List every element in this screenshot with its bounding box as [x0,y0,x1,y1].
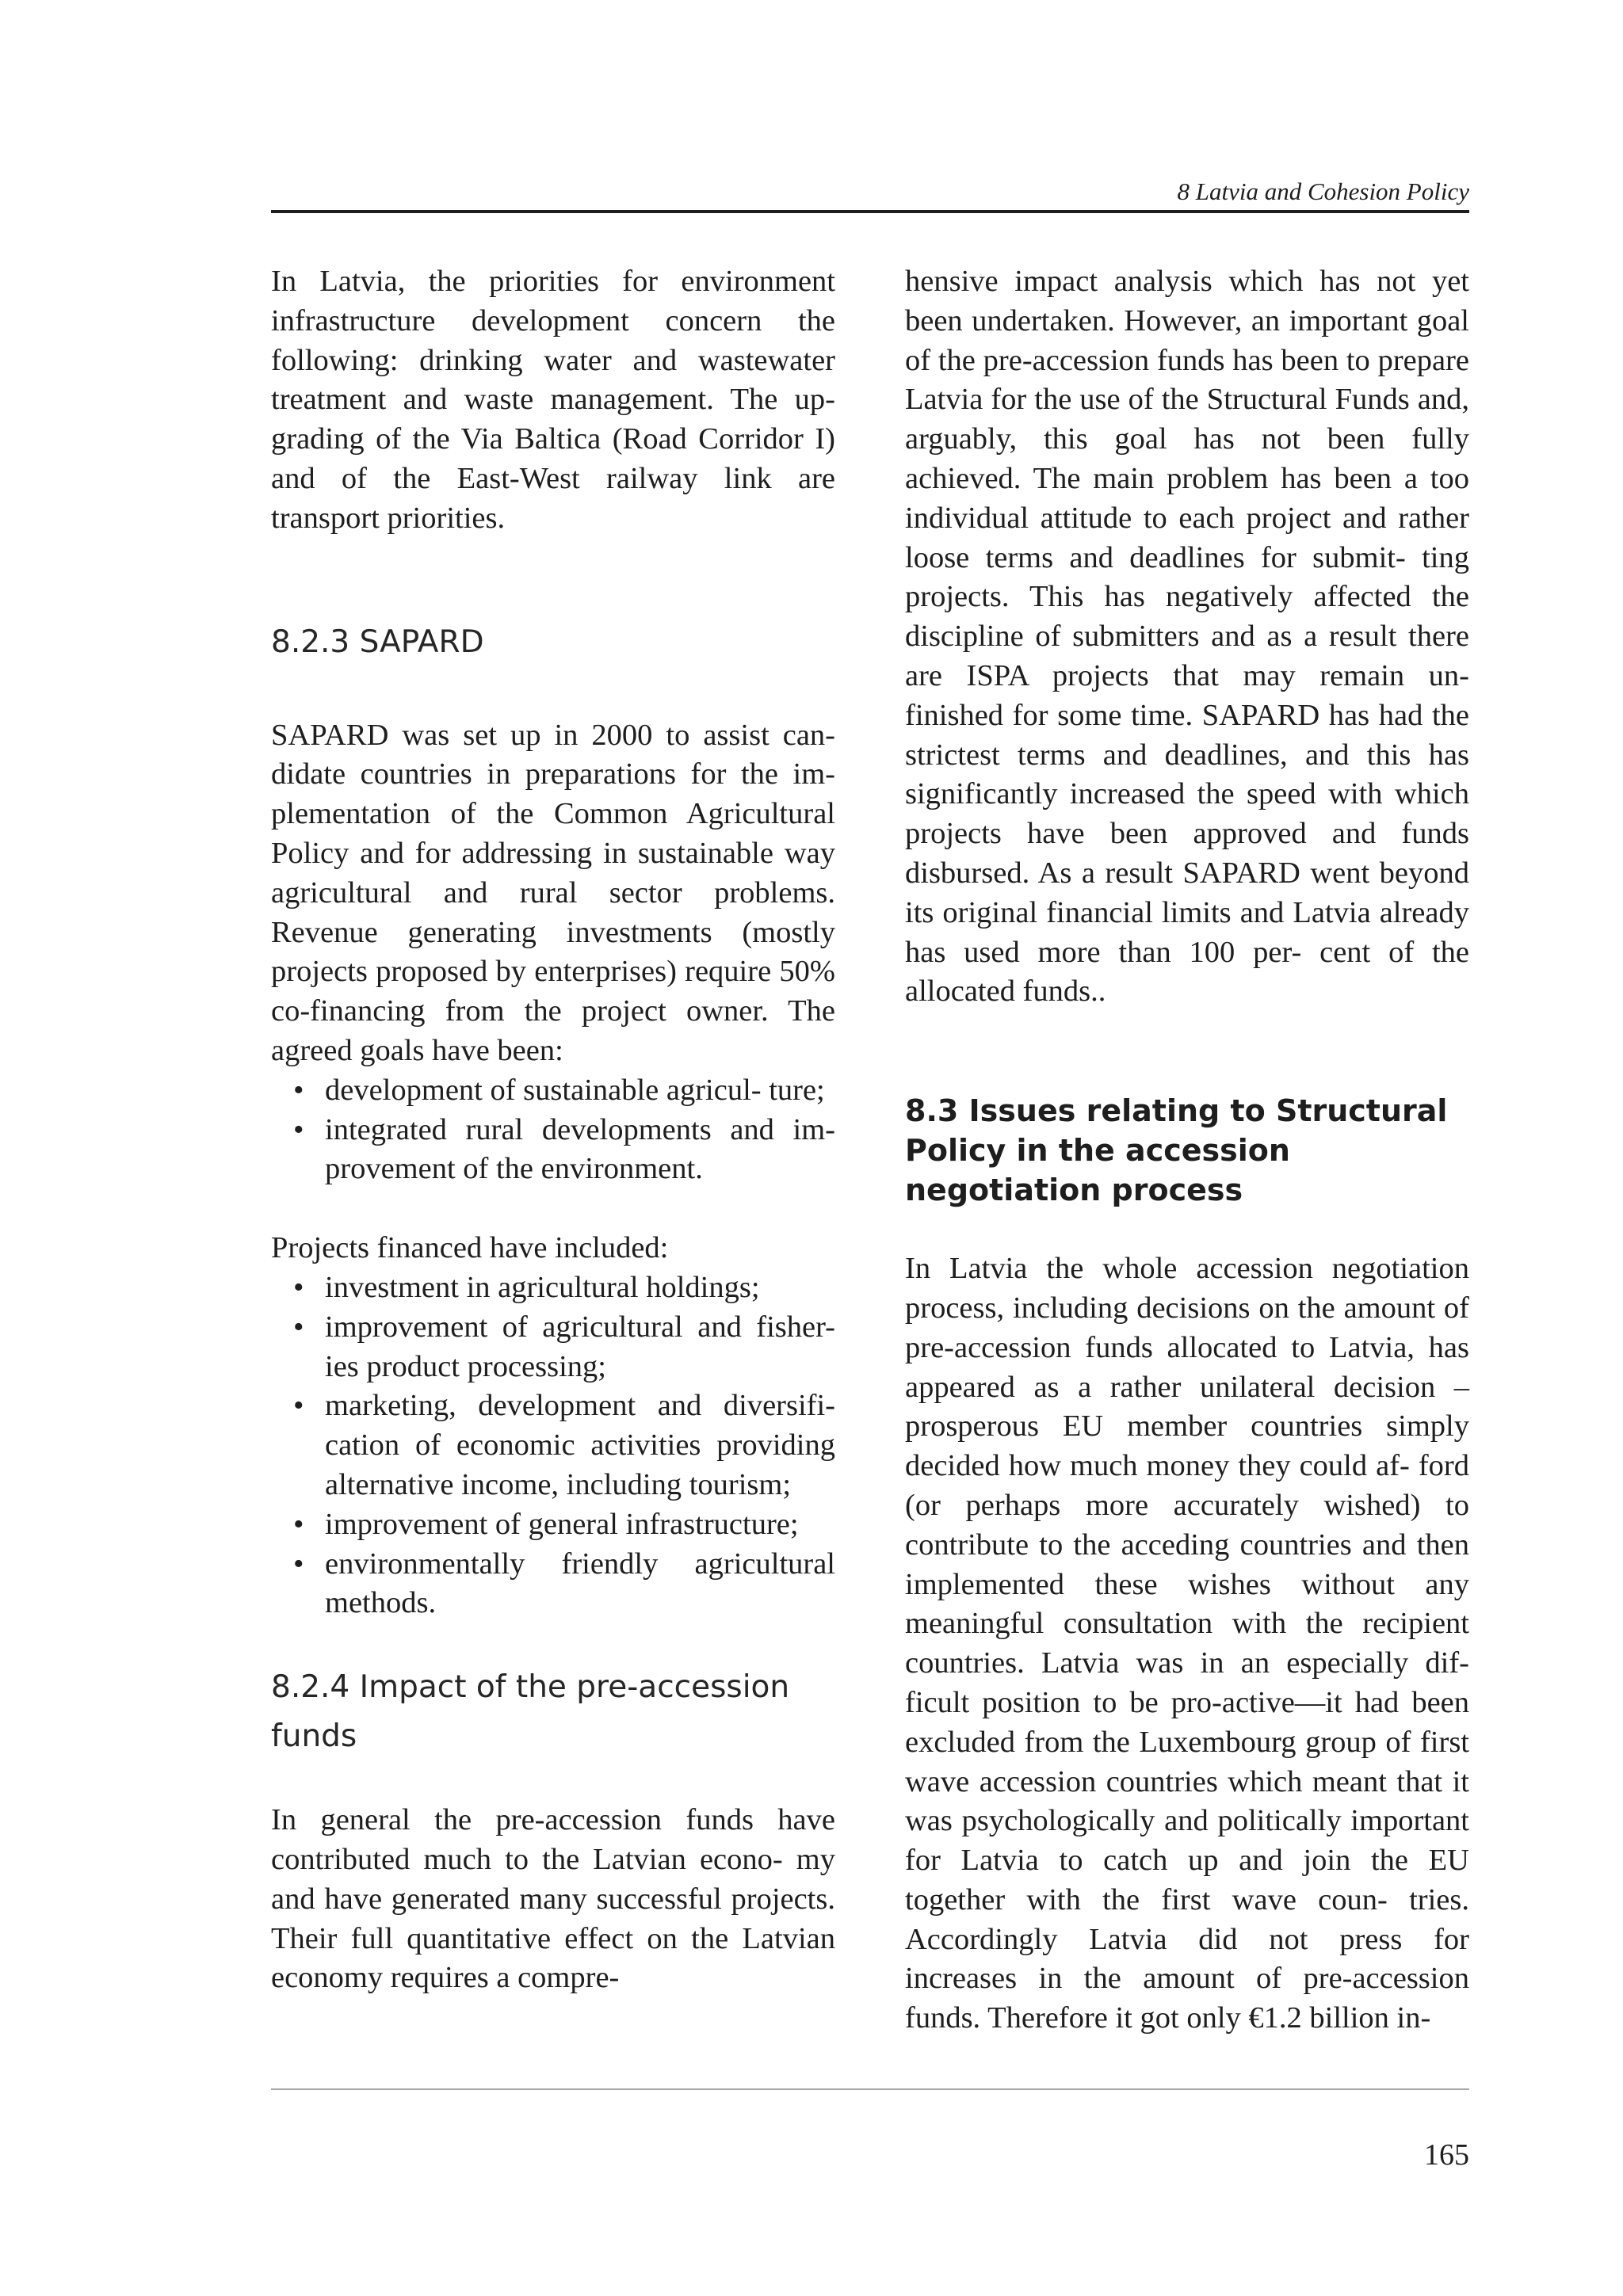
list-item: • improvement of general infrastructure; [325,1505,835,1545]
spacer [271,1189,835,1229]
intro-paragraph: In Latvia, the priorities for environment infrastructure development concern the following: drinking water and wastewater treatment and waste management. The up- grading of the Via Baltica (Road Corridor I) and of the East-West railway link are transport priorities. [271,265,835,535]
footer-rule [271,2088,1469,2090]
spacer [905,1012,1469,1091]
projects-intro: Projects financed have included: [271,1231,669,1265]
spacer [905,1210,1469,1249]
running-head: 8 Latvia and Cohesion Policy [1177,177,1469,205]
spacer [271,1623,835,1663]
header-rule [271,210,1469,213]
page-number: 165 [1424,2138,1469,2172]
list-item: • development of sustainable agricul- ture; [325,1071,835,1111]
spacer [271,1761,835,1801]
continuation-paragraph: hensive impact analysis which has not yet been undertaken. However, an important goal of the pre-accession funds has been to prepare Latvia for the use of the Structural Funds and, arguably, this goal has not been fully achieved. The main problem has been a too individual attitude to each project and rather loose terms and deadlines for submit- ting projects. This has negatively affected the discipline of submitters and as a result there are ISPA projects that may remain un- finished for some time. SAPARD has had the strictest terms and deadlines, and this has significantly increased the speed with which projects have been approved and funds disbursed. As a result SAPARD went beyond its original financial limits and Latvia already has used more than 100 per- cent of the allocated funds.. [905,265,1469,1009]
projects-list [271,1268,835,1623]
left-column [271,262,835,1998]
sapard-goals-list [271,1071,835,1189]
spacer [271,539,835,618]
right-column [905,262,1469,2039]
list-item: • marketing, development and diversifi- cation of economic activities providing alternative income, including tourism; [325,1386,835,1505]
sapard-heading: 8.2.3 SAPARD [271,624,484,660]
list-item: • investment in agricultural holdings; [325,1268,835,1308]
section-paragraph: In Latvia the whole accession negotiation process, including decisions on the amount of pre-accession funds allocated to Latvia, has appeared as a rather unilateral decision – prosperous EU member countries simply decided how much money they could af- ford (or perhaps more accurately wished) to contribute to the acceding countries and then implemented these wishes without any meaningful consultation with the recipient countries. Latvia was in an especially dif- ficult position to be pro-active—it had been excluded from the Luxembourg group of first wave accession countries which meant that it was psychologically and politically important for Latvia to catch up and join the EU together with the first wave coun- tries. Accordingly Latvia did not press for increases in the amount of pre-accession funds. Therefore it got only €1.2 billion in- [905,1252,1469,2035]
spacer [271,667,835,716]
section-heading: 8.3 Issues relating to Structural Policy in the accession negotiation process [905,1093,1448,1208]
sapard-paragraph: SAPARD was set up in 2000 to assist can- didate countries in preparations for the im- plementation of the Common Agricultural Policy and for addressing in sustainable way agricultural and rural sector problems. Revenue generating investments (mostly projects proposed by enterprises) require 50% co-financing from the project owner. The agreed goals have been: [271,718,835,1067]
list-item: • integrated rural developments and im- provement of the environment. [325,1111,835,1190]
list-item: • improvement of agricultural and fisher- ies product processing; [325,1308,835,1387]
impact-paragraph: In general the pre-accession funds have contributed much to the Latvian econo- my and have generated many successful projects. Their full quantitative effect on the Latvian economy requires a compre- [271,1803,835,1995]
list-item: • environmentally friendly agricultural methods. [325,1545,835,1624]
impact-heading: 8.2.4 Impact of the pre-accession funds [271,1669,790,1755]
